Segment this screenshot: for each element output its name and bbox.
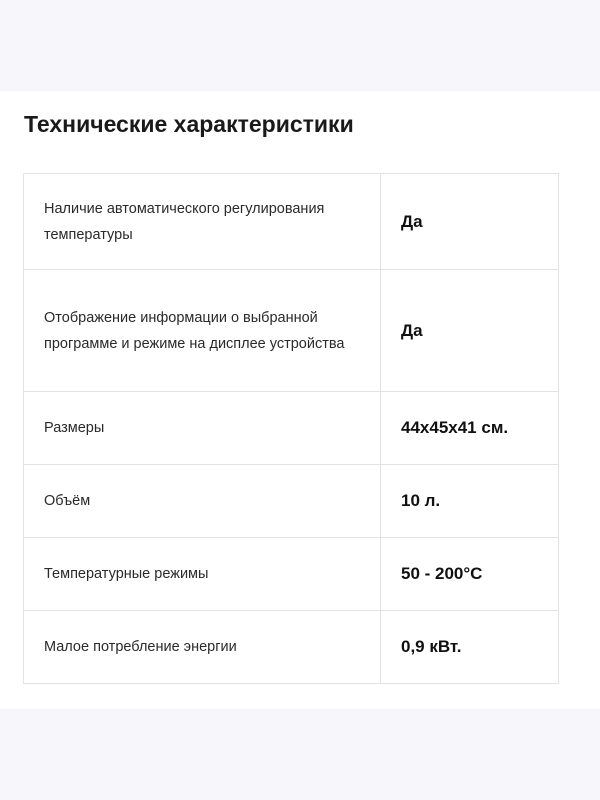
spec-row bbox=[24, 392, 559, 465]
spec-row bbox=[24, 174, 559, 270]
section-title: Технические характеристики bbox=[24, 111, 354, 137]
spec-label: Размеры bbox=[24, 392, 381, 465]
spec-value: 44х45х41 см. bbox=[381, 392, 559, 465]
spec-value: Да bbox=[381, 270, 559, 392]
spec-label: Отображение информации о выбранной программе и режиме на дисплее устройства bbox=[24, 270, 381, 392]
spec-label: Температурные режимы bbox=[24, 538, 381, 611]
spec-label: Малое потребление энергии bbox=[24, 611, 381, 684]
specs-table bbox=[23, 173, 559, 684]
spec-value: 0,9 кВт. bbox=[381, 611, 559, 684]
spec-row bbox=[24, 465, 559, 538]
spec-label: Объём bbox=[24, 465, 381, 538]
spec-label: Наличие автоматического регулирования температуры bbox=[24, 174, 381, 270]
spec-value: 10 л. bbox=[381, 465, 559, 538]
spec-value: Да bbox=[381, 174, 559, 270]
spec-value: 50 - 200°C bbox=[381, 538, 559, 611]
spec-row bbox=[24, 270, 559, 392]
spec-row bbox=[24, 538, 559, 611]
spec-row bbox=[24, 611, 559, 684]
